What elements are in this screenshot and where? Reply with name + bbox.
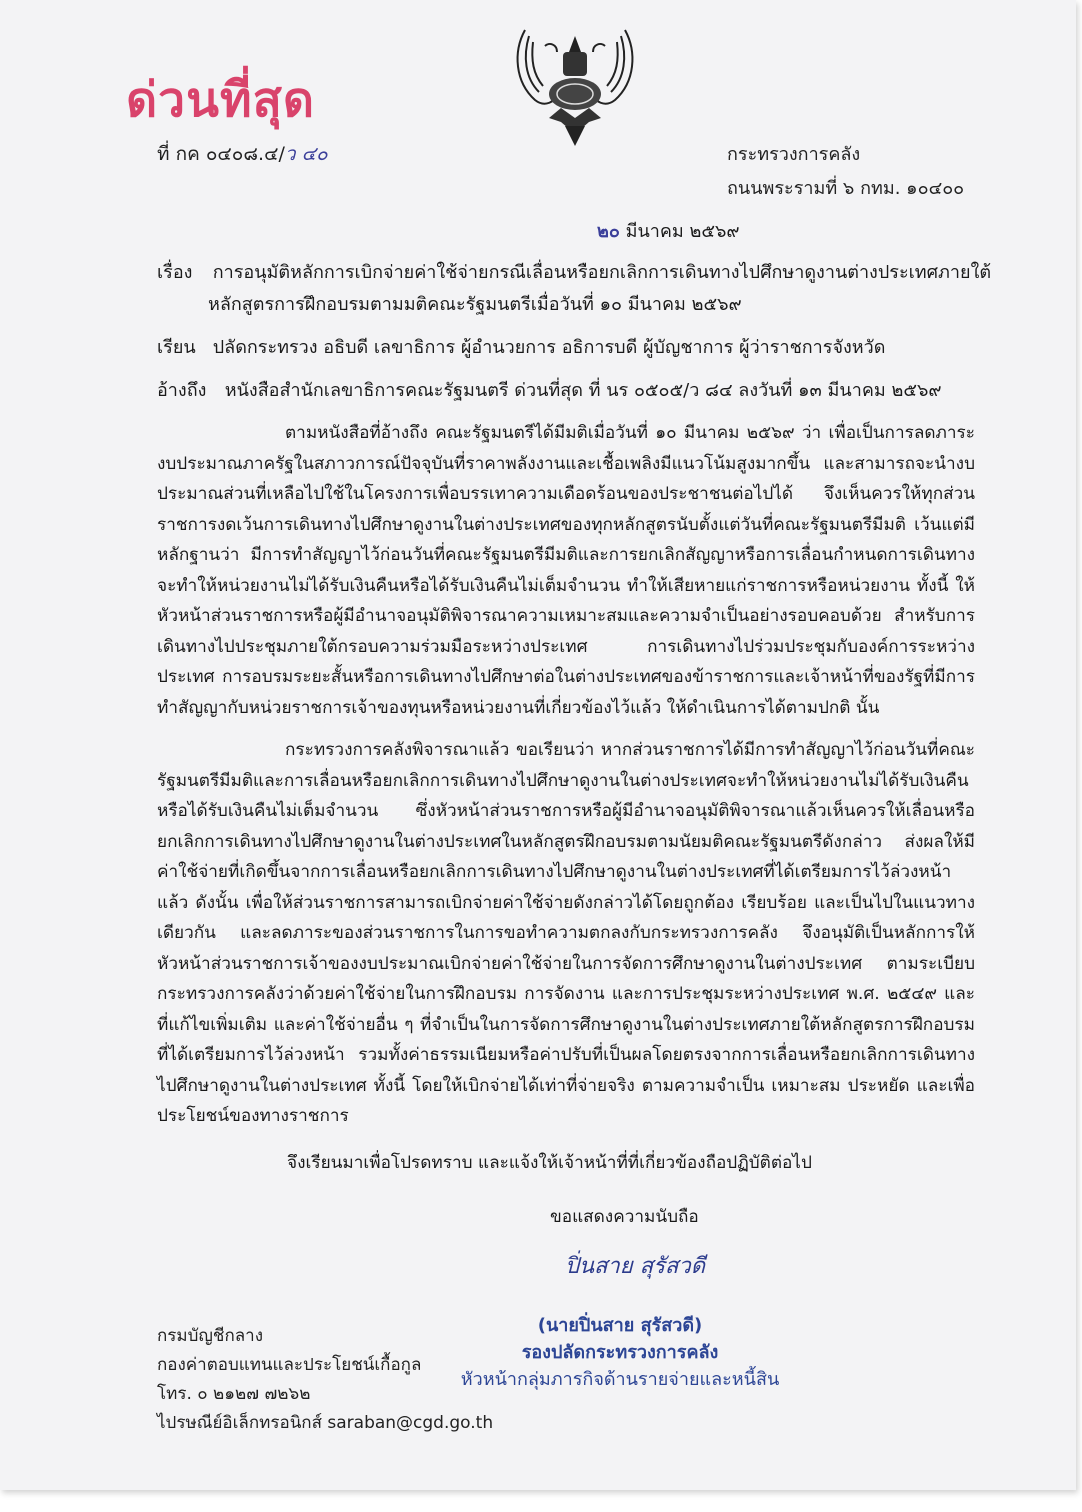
footer-division: กองค่าตอบแทนและประโยชน์เกื้อกูล <box>157 1355 422 1375</box>
recipient-line <box>157 333 885 363</box>
document-number-handwritten: ว ๔๐ <box>284 143 328 165</box>
subject-text-line2: หลักสูตรการฝึกอบรมตามมติคณะรัฐมนตรีเมื่อวันที่ ๑๐ มีนาคม ๒๕๖๙ <box>208 294 742 315</box>
body-paragraph-1 <box>157 418 975 723</box>
subject-line <box>157 258 991 288</box>
regards-text: ขอแสดงความนับถือ <box>550 1207 699 1227</box>
letter-date <box>597 218 740 246</box>
subject-label: เรื่อง <box>157 262 193 283</box>
urgency-stamp: ด่วนที่สุด <box>126 72 316 128</box>
reference-label: อ้างถึง <box>157 380 207 401</box>
paragraph-1-text: ตามหนังสือที่อ้างถึง คณะรัฐมนตรีได้มีมติเมื่อวันที่ ๑๐ มีนาคม ๒๕๖๙ ว่า เพื่อเป็นการลดภาระงบประมาณภาครัฐในสภาวการณ์ปัจจุบันที่ราคาพลังงานและเชื้อเพลิงมีแนวโน้มสูงมากขึ้น และสามารถจะนำงบประมาณส่วนที่เหลือไปใช้ในโครงการเพื่อบรรเทาความเดือดร้อนของประชาชนต่อไปได้ จึงเห็นควรให้ทุกส่วนราชการงดเว้นการเดินทางไปศึกษาดูงานในต่างประเทศของทุกหลักสูตรนับตั้งแต่วันที่คณะรัฐมนตรีมีมติ เว้นแต่มีหลักฐานว่า มีการทำสัญญาไว้ก่อนวันที่คณะรัฐมนตรีมีมติและการยกเลิกสัญญาหรือการเลื่อนกำหนดการเดินทางจะทำให้หน่วยงานไม่ได้รับเงินคืนหรือได้รับเงินคืนไม่เต็มจำนวน ทำให้เสียหายแก่ราชการหรือหน่วยงาน ทั้งนี้ ให้หัวหน้าส่วนราชการหรือผู้มีอำนาจอนุมัติพิจารณาความเหมาะสมและความจำเป็นอย่างรอบคอบด้วย สำหรับการเดินทางไปประชุมภายใต้กรอบความร่วมมือระหว่างประเทศ การเดินทางไปร่วมประชุมกับองค์การระหว่างประเทศ การอบรมระยะสั้นหรือการเดินทางไปศึกษาต่อในต่างประเทศของข้าราชการและเจ้าหน้าที่ของรัฐที่มีการทำสัญญากับหน่วยราชการเจ้าของทุนหรือหน่วยงานที่เกี่ยวข้องไว้แล้ว ให้ดำเนินการได้ตามปกติ นั้น <box>157 423 975 718</box>
signer-position-1: รองปลัดกระทรวงการคลัง <box>521 1342 719 1363</box>
ministry-address: ถนนพระรามที่ ๖ กทม. ๑๐๔๐๐ <box>727 178 965 199</box>
document-number-prefix: ที่ กค ๐๔๐๘.๔/ <box>157 143 285 165</box>
footer-department: กรมบัญชีกลาง <box>157 1326 264 1346</box>
reference-text: หนังสือสำนักเลขาธิการคณะรัฐมนตรี ด่วนที่สุด ที่ นร ๐๕๐๕/ว ๘๔ ลงวันที่ ๑๓ มีนาคม ๒๕๖๙ <box>224 380 942 401</box>
garuda-emblem-icon <box>505 22 645 150</box>
date-month-year: มีนาคม ๒๕๖๙ <box>619 221 740 242</box>
ministry-name: กระทรวงการคลัง <box>727 144 861 165</box>
footer-phone: โทร. ๐ ๒๑๒๗ ๗๒๖๒ <box>157 1384 311 1404</box>
paragraph-2-text: กระทรวงการคลังพิจารณาแล้ว ขอเรียนว่า หากส่วนราชการได้มีการทำสัญญาไว้ก่อนวันที่คณะรัฐมนตรีมีมติและการเลื่อนหรือยกเลิกการเดินทางไปศึกษาดูงานในต่างประเทศจะทำให้หน่วยงานไม่ได้รับเงินคืนหรือได้รับเงินคืนไม่เต็มจำนวน ซึ่งหัวหน้าส่วนราชการหรือผู้มีอำนาจอนุมัติพิจารณาแล้วเห็นควรให้เลื่อนหรือยกเลิกการเดินทางไปศึกษาดูงานในต่างประเทศในหลักสูตรฝึกอบรมตามนัยมติคณะรัฐมนตรีดังกล่าว ส่งผลให้มีค่าใช้จ่ายที่เกิดขึ้นจากการเลื่อนหรือยกเลิกการเดินทางไปศึกษาดูงานในต่างประเทศที่ได้เตรียมการไว้ล่วงหน้าแล้ว ดังนั้น เพื่อให้ส่วนราชการสามารถเบิกจ่ายค่าใช้จ่ายดังกล่าวได้โดยถูกต้อง เรียบร้อย และเป็นไปในแนวทางเดียวกัน และลดภาระของส่วนราชการในการขอทำความตกลงกับกระทรวงการคลัง จึงอนุมัติเป็นหลักการให้หัวหน้าส่วนราชการเจ้าของงบประมาณเบิกจ่ายค่าใช้จ่ายในการจัดการศึกษาดูงานในต่างประเทศ ตามระเบียบกระทรวงการคลังว่าด้วยค่าใช้จ่ายในการฝึกอบรม การจัดงาน และการประชุมระหว่างประเทศ พ.ศ. ๒๕๔๙ และที่แก้ไขเพิ่มเติม และค่าใช้จ่ายอื่น ๆ ที่จำเป็นในการจัดการศึกษาดูงานในต่างประเทศภายใต้หลักสูตรการฝึกอบรมที่ได้เตรียมการไว้ล่วงหน้า รวมทั้งค่าธรรมเนียมหรือค่าปรับที่เป็นผลโดยตรงจากการเลื่อนหรือยกเลิกการเดินทางไปศึกษาดูงานในต่างประเทศ ทั้งนี้ โดยให้เบิกจ่ายได้เท่าที่จ่ายจริง ตามความจำเป็น เหมาะสม ประหยัด และเพื่อประโยชน์ของทางราชการ <box>157 740 975 1126</box>
reference-line <box>157 376 942 406</box>
signer-position-2: หัวหน้ากลุ่มภารกิจด้านรายจ่ายและหนี้สิน <box>460 1369 780 1390</box>
recipient-text: ปลัดกระทรวง อธิบดี เลขาธิการ ผู้อำนวยการ อธิการบดี ผู้บัญชาการ ผู้ว่าราชการจังหวัด <box>212 337 886 358</box>
document-number <box>157 140 328 168</box>
subject-text-line1: การอนุมัติหลักการเบิกจ่ายค่าใช้จ่ายกรณีเลื่อนหรือยกเลิกการเดินทางไปศึกษาดูงานต่างประเทศภายใต้ <box>212 262 992 283</box>
closing-sentence: จึงเรียนมาเพื่อโปรดทราบ และแจ้งให้เจ้าหน้าที่ที่เกี่ยวข้องถือปฏิบัติต่อไป <box>287 1153 812 1173</box>
date-day-handwritten: ๒๐ <box>597 221 620 242</box>
footer-email[interactable]: ไปรษณีย์อิเล็กทรอนิกส์ saraban@cgd.go.th <box>157 1413 494 1433</box>
recipient-label: เรียน <box>157 337 196 358</box>
signer-name: (นายปิ่นสาย สุรัสวดี) <box>537 1315 703 1336</box>
ministry-address-block <box>727 140 964 208</box>
body-paragraph-2 <box>157 735 975 1132</box>
contact-footer <box>157 1322 493 1438</box>
handwritten-signature: ปิ่นสาย สุรัสวดี <box>565 1254 705 1279</box>
signer-block <box>460 1312 780 1393</box>
